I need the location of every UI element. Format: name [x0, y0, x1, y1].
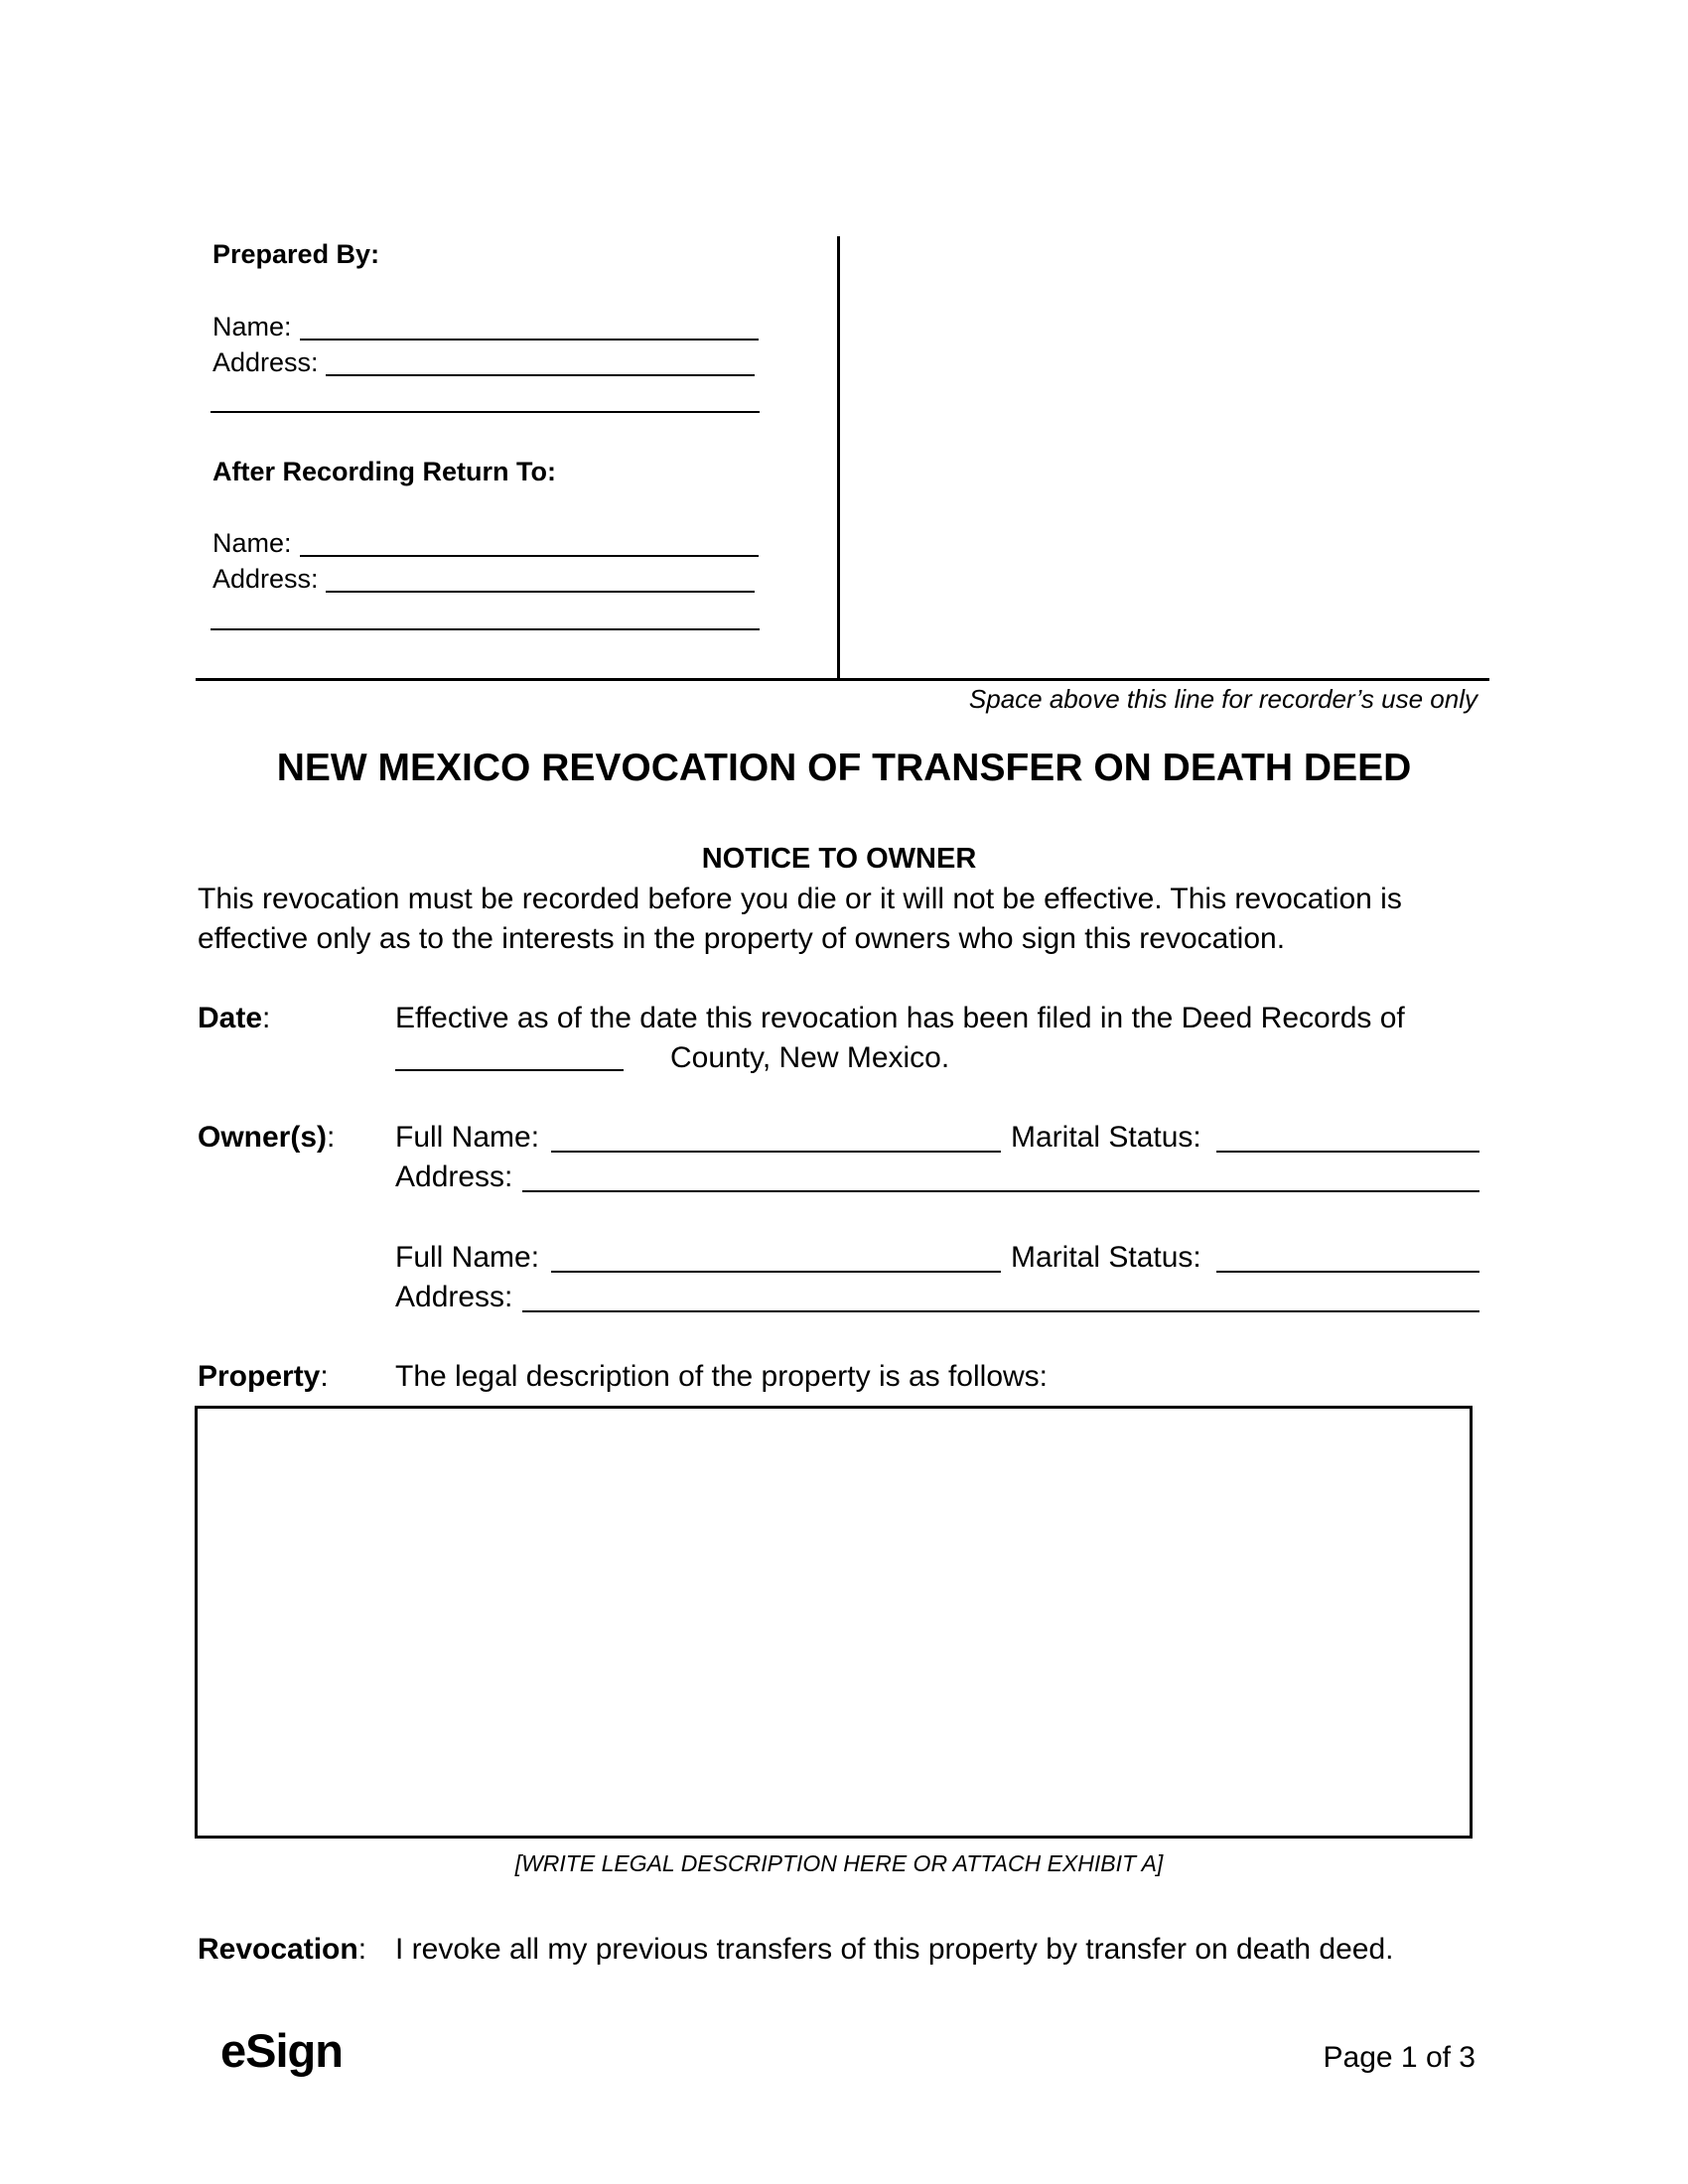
owner-1-address-line[interactable] [522, 1190, 1479, 1192]
prepared-by-name-line[interactable] [300, 339, 759, 341]
legal-description-caption: [WRITE LEGAL DESCRIPTION HERE OR ATTACH EXHIBIT A] [514, 1850, 1164, 1876]
return-to-address-label: Address: [212, 564, 319, 594]
recorder-divider-vertical [837, 236, 840, 679]
return-to-name-label: Name: [212, 528, 292, 558]
prepared-by-name-label: Name: [212, 312, 292, 341]
notice-line-1: This revocation must be recorded before you die or it will not be effective. This revocation is [198, 883, 1402, 915]
prepared-by-address-line-2[interactable] [211, 411, 760, 413]
esign-logo: eSign [220, 2024, 343, 2077]
return-to-title: After Recording Return To: [212, 457, 556, 486]
page-number: Page 1 of 3 [1323, 2041, 1476, 2074]
county-blank-line[interactable] [395, 1069, 624, 1071]
prepared-by-address-line[interactable] [326, 374, 755, 376]
owners-label [198, 1121, 335, 1155]
revocation-label-text: Revocation [198, 1933, 358, 1966]
return-to-address-line-2[interactable] [211, 628, 760, 630]
owner-1-marital-label: Marital Status: [1011, 1121, 1201, 1154]
date-label-colon: : [262, 1002, 271, 1034]
property-text: The legal description of the property is as follows: [395, 1360, 1048, 1393]
property-label-colon: : [320, 1360, 329, 1393]
owner-1-full-name-line[interactable] [551, 1151, 1001, 1153]
prepared-by-address-label: Address: [212, 347, 319, 377]
return-to-name-line[interactable] [300, 555, 759, 557]
recorder-note: Space above this line for recorder’s use only [968, 684, 1477, 714]
owner-1-full-name-label: Full Name: [395, 1121, 540, 1154]
owner-1-marital-line[interactable] [1216, 1151, 1479, 1153]
legal-description-box[interactable] [195, 1406, 1473, 1839]
owner-1-address-label: Address: [395, 1160, 513, 1193]
date-label [198, 1002, 270, 1035]
owner-2-address-label: Address: [395, 1281, 513, 1313]
owner-2-address-line[interactable] [522, 1310, 1479, 1312]
owner-2-full-name-line[interactable] [551, 1271, 1001, 1273]
document-title: NEW MEXICO REVOCATION OF TRANSFER ON DEATH DEED [276, 747, 1412, 789]
county-suffix: County, New Mexico. [670, 1041, 950, 1074]
notice-line-2: effective only as to the interests in the property of owners who sign this revocation. [198, 922, 1286, 955]
owner-2-marital-label: Marital Status: [1011, 1241, 1201, 1274]
owners-label-text: Owner(s) [198, 1121, 328, 1154]
prepared-by-title: Prepared By: [212, 239, 380, 269]
owner-2-full-name-label: Full Name: [395, 1241, 540, 1274]
return-to-address-line[interactable] [326, 591, 755, 593]
property-label [198, 1360, 329, 1394]
notice-heading: NOTICE TO OWNER [701, 843, 977, 875]
revocation-label-colon: : [357, 1933, 367, 1966]
property-label-text: Property [198, 1360, 321, 1393]
revocation-text: I revoke all my previous transfers of this property by transfer on death deed. [395, 1933, 1394, 1966]
date-label-text: Date [198, 1002, 263, 1034]
date-text-line-1: Effective as of the date this revocation has been filed in the Deed Records of [395, 1002, 1405, 1034]
owner-2-marital-line[interactable] [1216, 1271, 1479, 1273]
owners-label-colon: : [327, 1121, 336, 1154]
revocation-label [198, 1933, 366, 1967]
recorder-divider-horizontal [196, 678, 1489, 681]
